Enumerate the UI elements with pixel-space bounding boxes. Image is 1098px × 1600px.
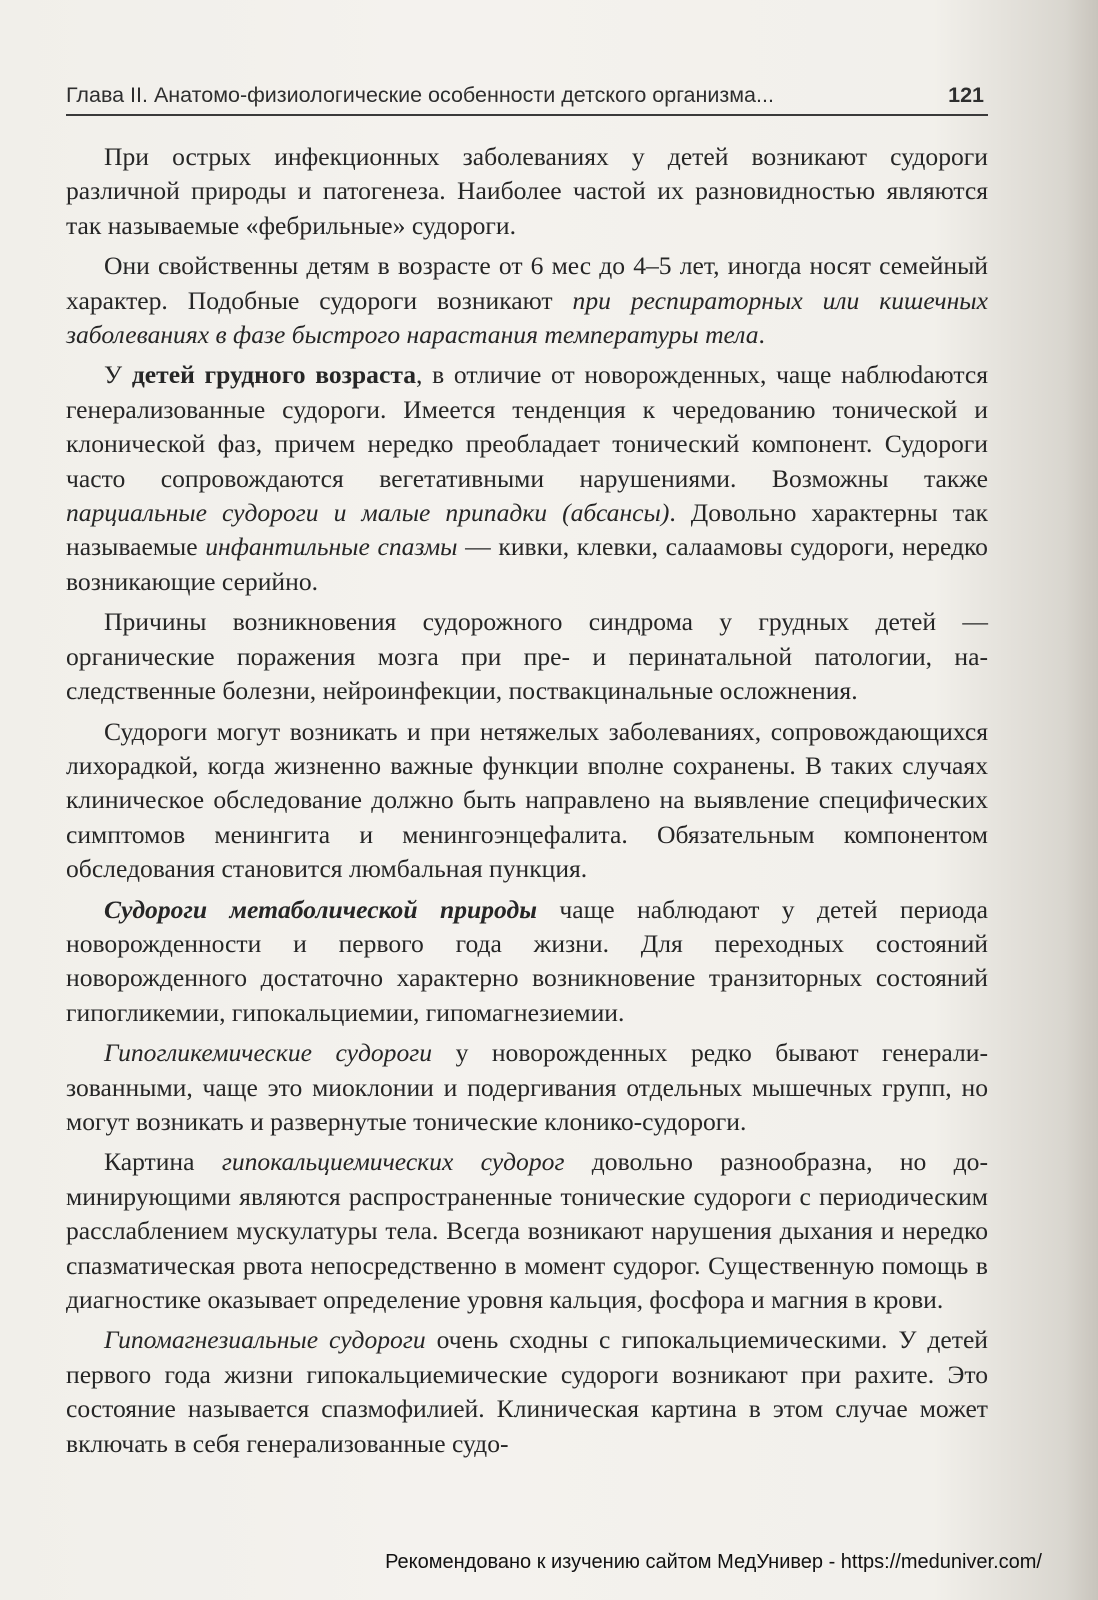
italic-run: при респираторных или кишечных заболеваниях в фазе быстрого нарастания температуры тела (66, 285, 988, 350)
text-run: очень сходны с гипокальциемическими. У детей первого года жизни гипокальциемические судороги возникают при рахите. Это состояние называется спазмофилией. Клиническая картина в этом случае может включать в себя генерализованные судо- (66, 1325, 989, 1458)
watermark-footer: Рекомендовано к изучению сайтом МедУнивер - https://meduniver.com/ (385, 1551, 1042, 1573)
page-number: 121 (948, 83, 984, 107)
text-run: , в отличие от новорожденных, чаще наблюdаются генерализованные судороги. Имеется тенденция к чередованию тонической и клонической фаз, причем нередко преобладает тонический компонент. Судороги часто сопровождаются вегетативными нарушениями. Возможны также (66, 360, 988, 493)
italic-run: Гипогликемические судороги (104, 1038, 433, 1068)
text-run: — кивки, клевки, салаамовы судороги, нередко возникающие серийно. (66, 532, 988, 596)
bold-run: детей грудного возраста (131, 360, 416, 390)
text-run: При острых инфекционных заболеваниях у детей возникают судороги различной природы и патогенеза. Наиболее частой их разновидностью являются так называемые «фебрильные» судороги. (66, 142, 988, 240)
text-run: . (758, 320, 765, 350)
text-run: у новорожденных редко бывают генерализованными, чаще это миоклонии и подергивания отдельных мышечных групп, но могут возникать и развернутые тонические клонико-судороги. (66, 1038, 988, 1136)
text-run: . Довольно характерны так называемые (66, 498, 988, 562)
italic-run: парциальные судороги и малые припадки (абсансы) (66, 498, 670, 528)
paragraph (66, 1036, 988, 1139)
paragraph (66, 715, 988, 887)
text-run: Они свойственны детям в возрасте от 6 мес до 4–5 лет, иногда носят семейный характер. Подобные судороги возникают (66, 251, 988, 315)
text-run: чаще наблюдают у детей периода новорожденности и первого года жизни. Для переходных состояний новорожденного достаточно характерно возникновение транзиторных состояний гипогликемии, гипокальциемии, гипомагнезиемии. (66, 894, 988, 1027)
italic-run: Гипомагнезиальные судороги (104, 1325, 426, 1355)
paragraph (66, 249, 988, 352)
paragraph (66, 358, 988, 599)
paragraph (66, 140, 988, 243)
body-text (66, 140, 988, 1467)
paragraph (66, 605, 988, 708)
paragraph (66, 1145, 988, 1317)
italic-run: инфантильные спазмы (205, 532, 458, 562)
text-run: Картина (104, 1147, 222, 1177)
running-header (66, 80, 988, 116)
text-run: Причины возникновения судорожного синдрома у грудных детей — органические поражения мозга при пре- и перинатальной патологии, наследственные болезни, нейроинфекции, поствакцинальные осложнения. (66, 607, 988, 706)
text-run: У (104, 360, 132, 390)
paragraph (66, 1323, 988, 1461)
bold-italic-run: Судороги метаболической природы (104, 894, 537, 924)
text-run: Судороги могут возникать и при нетяжелых заболеваниях, сопровождающихся лихорадкой, когда жизненно важные функции вполне сохранены. В таких случаях клиническое обследование должно быть направлено на выявление специфических симптомов менингита и менингоэнцефалита. Обязательным компонентом обследования становится люмбальная пункция. (66, 716, 988, 884)
text-run: довольно разнообразна, но доминирующими являются распространенные тонические судороги с периодическим расслаблением мускулатуры тела. Всегда возникают нарушения дыхания и нередко спазматическая рвота непосредственно в момент судорог. Существенную помощь в диагностике оказывает определение уровня кальция, фосфора и магния в крови. (66, 1147, 989, 1314)
paragraph (66, 893, 988, 1031)
italic-run: гипокальциемических судорог (221, 1147, 565, 1177)
chapter-title: Глава II. Анатомо-физиологические особенности детского организма... (66, 83, 774, 107)
